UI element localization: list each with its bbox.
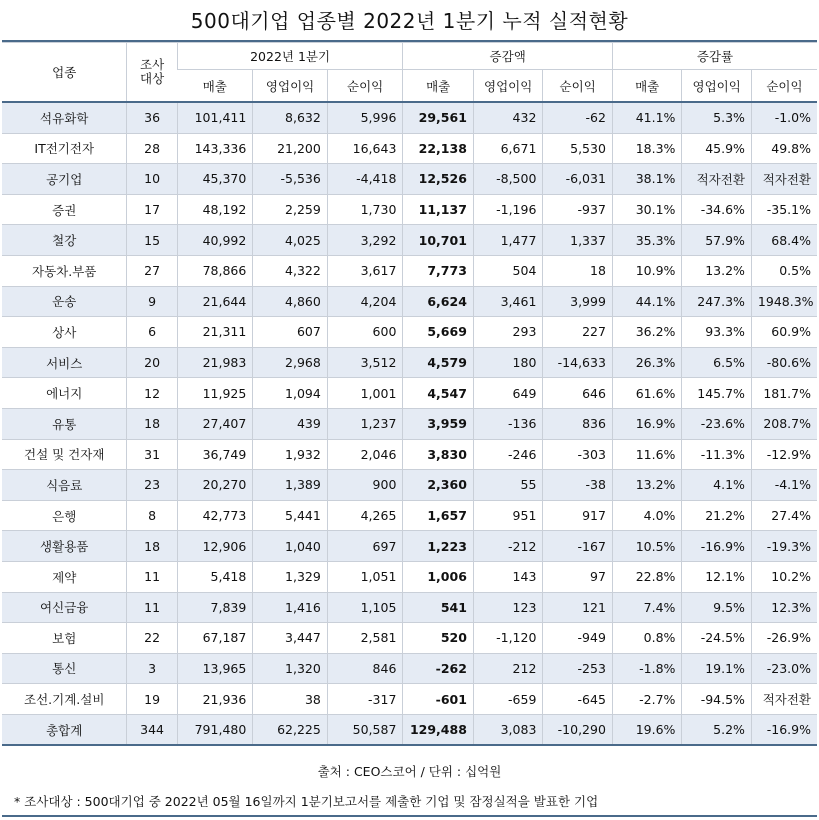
value-cell: -10,290 (543, 714, 613, 745)
value-cell: 16.9% (612, 408, 682, 439)
revenue-change-cell: 3,830 (403, 439, 474, 470)
value-cell: 22.8% (612, 561, 682, 592)
value-cell: 247.3% (682, 286, 752, 317)
value-cell: 646 (543, 378, 613, 409)
industry-cell: 조선.기계.설비 (2, 684, 127, 715)
table-row (2, 286, 817, 317)
value-cell: -94.5% (682, 684, 752, 715)
value-cell: 적자전환 (682, 164, 752, 195)
value-cell: 61.6% (612, 378, 682, 409)
value-cell: 439 (253, 408, 328, 439)
industry-cell: 석유화학 (2, 102, 127, 133)
industry-cell: 식음료 (2, 470, 127, 501)
industry-cell: 통신 (2, 653, 127, 684)
industry-cell: 상사 (2, 317, 127, 348)
table-header (2, 43, 817, 103)
value-cell: 3,461 (473, 286, 543, 317)
value-cell: 1,040 (253, 531, 328, 562)
table-row (2, 531, 817, 562)
value-cell: 19.6% (612, 714, 682, 745)
header-sub-revenue: 매출 (177, 70, 253, 103)
value-cell: 18.3% (612, 133, 682, 164)
value-cell: 1,337 (543, 225, 613, 256)
value-cell: 4,265 (327, 500, 403, 531)
revenue-change-cell: 2,360 (403, 470, 474, 501)
value-cell: -80.6% (751, 347, 817, 378)
revenue-change-cell: -262 (403, 653, 474, 684)
value-cell: 208.7% (751, 408, 817, 439)
industry-cell: IT전기전자 (2, 133, 127, 164)
value-cell: -6,031 (543, 164, 613, 195)
value-cell: 18 (543, 255, 613, 286)
value-cell: 60.9% (751, 317, 817, 348)
count-cell: 12 (127, 378, 177, 409)
value-cell: -12.9% (751, 439, 817, 470)
value-cell: 93.3% (682, 317, 752, 348)
value-cell: 1,329 (253, 561, 328, 592)
value-cell: 212 (473, 653, 543, 684)
value-cell: 5.3% (682, 102, 752, 133)
value-cell: 11,925 (177, 378, 253, 409)
value-cell: 5,530 (543, 133, 613, 164)
value-cell: 181.7% (751, 378, 817, 409)
value-cell: 4,860 (253, 286, 328, 317)
table-row (2, 439, 817, 470)
header-sub-net-profit: 순이익 (327, 70, 403, 103)
value-cell: 10.9% (612, 255, 682, 286)
industry-cell: 은행 (2, 500, 127, 531)
value-cell: 900 (327, 470, 403, 501)
value-cell: 3,083 (473, 714, 543, 745)
value-cell: 121 (543, 592, 613, 623)
header-sub-operating-profit: 영업이익 (473, 70, 543, 103)
table-row (2, 592, 817, 623)
value-cell: 21,311 (177, 317, 253, 348)
value-cell: 21.2% (682, 500, 752, 531)
header-sub-net-profit: 순이익 (543, 70, 613, 103)
value-cell: 3,512 (327, 347, 403, 378)
value-cell: 101,411 (177, 102, 253, 133)
value-cell: -136 (473, 408, 543, 439)
value-cell: 68.4% (751, 225, 817, 256)
value-cell: -659 (473, 684, 543, 715)
value-cell: 0.8% (612, 623, 682, 654)
value-cell: -2.7% (612, 684, 682, 715)
value-cell: 62,225 (253, 714, 328, 745)
value-cell: 8,632 (253, 102, 328, 133)
header-sub-operating-profit: 영업이익 (253, 70, 328, 103)
value-cell: 21,983 (177, 347, 253, 378)
value-cell: -246 (473, 439, 543, 470)
value-cell: 49.8% (751, 133, 817, 164)
industry-cell: 공기업 (2, 164, 127, 195)
revenue-change-cell: 1,657 (403, 500, 474, 531)
value-cell: -62 (543, 102, 613, 133)
revenue-change-cell: 22,138 (403, 133, 474, 164)
count-cell: 19 (127, 684, 177, 715)
industry-cell: 유통 (2, 408, 127, 439)
value-cell: 13,965 (177, 653, 253, 684)
value-cell: 36,749 (177, 439, 253, 470)
table-row (2, 347, 817, 378)
value-cell: 649 (473, 378, 543, 409)
revenue-change-cell: 129,488 (403, 714, 474, 745)
value-cell: 적자전환 (751, 164, 817, 195)
value-cell: -212 (473, 531, 543, 562)
value-cell: 50,587 (327, 714, 403, 745)
industry-cell: 에너지 (2, 378, 127, 409)
value-cell: -16.9% (682, 531, 752, 562)
value-cell: 42,773 (177, 500, 253, 531)
table-row (2, 500, 817, 531)
source-line: 출처 : CEO스코어 / 단위 : 십억원 (317, 764, 502, 779)
value-cell: -4.1% (751, 470, 817, 501)
value-cell: 30.1% (612, 194, 682, 225)
value-cell: 293 (473, 317, 543, 348)
value-cell: 791,480 (177, 714, 253, 745)
value-cell: 2,581 (327, 623, 403, 654)
industry-cell: 생활용품 (2, 531, 127, 562)
revenue-change-cell: 5,669 (403, 317, 474, 348)
table-row (2, 470, 817, 501)
value-cell: 123 (473, 592, 543, 623)
header-group-change-amount: 증감액 (403, 43, 613, 70)
count-cell: 344 (127, 714, 177, 745)
value-cell: 2,259 (253, 194, 328, 225)
revenue-change-cell: 1,006 (403, 561, 474, 592)
table-row (2, 255, 817, 286)
value-cell: 2,046 (327, 439, 403, 470)
value-cell: 9.5% (682, 592, 752, 623)
header-sub-revenue: 매출 (403, 70, 474, 103)
value-cell: -167 (543, 531, 613, 562)
value-cell: 6.5% (682, 347, 752, 378)
value-cell: 45,370 (177, 164, 253, 195)
table-body (2, 102, 817, 745)
value-cell: -23.6% (682, 408, 752, 439)
value-cell: 55 (473, 470, 543, 501)
count-cell: 11 (127, 561, 177, 592)
header-industry: 업종 (2, 43, 127, 103)
industry-cell: 자동차.부품 (2, 255, 127, 286)
value-cell: -1,120 (473, 623, 543, 654)
industry-cell: 보험 (2, 623, 127, 654)
value-cell: 1948.3% (751, 286, 817, 317)
table-row (2, 561, 817, 592)
value-cell: 20,270 (177, 470, 253, 501)
value-cell: 1,730 (327, 194, 403, 225)
value-cell: 504 (473, 255, 543, 286)
count-cell: 3 (127, 653, 177, 684)
table-row (2, 164, 817, 195)
value-cell: 97 (543, 561, 613, 592)
page-title: 500대기업 업종별 2022년 1분기 누적 실적현황 (190, 9, 629, 33)
value-cell: -14,633 (543, 347, 613, 378)
value-cell: 45.9% (682, 133, 752, 164)
value-cell: 13.2% (682, 255, 752, 286)
count-cell: 31 (127, 439, 177, 470)
value-cell: 4.1% (682, 470, 752, 501)
value-cell: 26.3% (612, 347, 682, 378)
revenue-change-cell: 29,561 (403, 102, 474, 133)
value-cell: 1,477 (473, 225, 543, 256)
value-cell: 40,992 (177, 225, 253, 256)
value-cell: 1,051 (327, 561, 403, 592)
value-cell: 12,906 (177, 531, 253, 562)
header-group-2022q1: 2022년 1분기 (177, 43, 403, 70)
value-cell: -19.3% (751, 531, 817, 562)
value-cell: 38.1% (612, 164, 682, 195)
revenue-change-cell: 11,137 (403, 194, 474, 225)
revenue-change-cell: 12,526 (403, 164, 474, 195)
value-cell: 917 (543, 500, 613, 531)
value-cell: 180 (473, 347, 543, 378)
value-cell: -645 (543, 684, 613, 715)
value-cell: 13.2% (612, 470, 682, 501)
value-cell: 4,204 (327, 286, 403, 317)
value-cell: -16.9% (751, 714, 817, 745)
value-cell: 48,192 (177, 194, 253, 225)
value-cell: -949 (543, 623, 613, 654)
value-cell: 21,200 (253, 133, 328, 164)
value-cell: -1.8% (612, 653, 682, 684)
count-cell: 18 (127, 531, 177, 562)
count-cell: 22 (127, 623, 177, 654)
count-cell: 8 (127, 500, 177, 531)
revenue-change-cell: 541 (403, 592, 474, 623)
count-cell: 23 (127, 470, 177, 501)
header-count: 조사 대상 (127, 43, 177, 103)
value-cell: 1,932 (253, 439, 328, 470)
value-cell: -8,500 (473, 164, 543, 195)
value-cell: 4.0% (612, 500, 682, 531)
count-cell: 15 (127, 225, 177, 256)
table-row (2, 102, 817, 133)
value-cell: -23.0% (751, 653, 817, 684)
value-cell: 846 (327, 653, 403, 684)
header-group-change-rate: 증감률 (612, 43, 817, 70)
industry-cell: 철강 (2, 225, 127, 256)
value-cell: 5,441 (253, 500, 328, 531)
industry-cell: 여신금융 (2, 592, 127, 623)
value-cell: 10.5% (612, 531, 682, 562)
value-cell: 143 (473, 561, 543, 592)
count-cell: 10 (127, 164, 177, 195)
value-cell: 5,996 (327, 102, 403, 133)
value-cell: 21,644 (177, 286, 253, 317)
value-cell: 951 (473, 500, 543, 531)
revenue-change-cell: 1,223 (403, 531, 474, 562)
value-cell: 2,968 (253, 347, 328, 378)
value-cell: 35.3% (612, 225, 682, 256)
value-cell: 38 (253, 684, 328, 715)
value-cell: -253 (543, 653, 613, 684)
count-cell: 6 (127, 317, 177, 348)
value-cell: 607 (253, 317, 328, 348)
value-cell: 1,416 (253, 592, 328, 623)
value-cell: 4,025 (253, 225, 328, 256)
value-cell: -35.1% (751, 194, 817, 225)
table-row (2, 378, 817, 409)
value-cell: 27.4% (751, 500, 817, 531)
industry-cell: 제약 (2, 561, 127, 592)
count-cell: 28 (127, 133, 177, 164)
count-cell: 17 (127, 194, 177, 225)
value-cell: 0.5% (751, 255, 817, 286)
count-cell: 27 (127, 255, 177, 286)
value-cell: 432 (473, 102, 543, 133)
industry-cell: 운송 (2, 286, 127, 317)
revenue-change-cell: 3,959 (403, 408, 474, 439)
value-cell: 21,936 (177, 684, 253, 715)
value-cell: 1,237 (327, 408, 403, 439)
value-cell: 3,447 (253, 623, 328, 654)
table-row (2, 194, 817, 225)
count-cell: 9 (127, 286, 177, 317)
value-cell: 57.9% (682, 225, 752, 256)
value-cell: -4,418 (327, 164, 403, 195)
revenue-change-cell: -601 (403, 684, 474, 715)
results-table (2, 42, 817, 746)
industry-cell: 건설 및 건자재 (2, 439, 127, 470)
table-row (2, 408, 817, 439)
value-cell: 19.1% (682, 653, 752, 684)
value-cell: 227 (543, 317, 613, 348)
count-cell: 18 (127, 408, 177, 439)
revenue-change-cell: 4,547 (403, 378, 474, 409)
total-row (2, 714, 817, 745)
count-cell: 20 (127, 347, 177, 378)
value-cell: 1,001 (327, 378, 403, 409)
value-cell: 44.1% (612, 286, 682, 317)
value-cell: 6,671 (473, 133, 543, 164)
industry-cell: 증권 (2, 194, 127, 225)
value-cell: 3,999 (543, 286, 613, 317)
revenue-change-cell: 6,624 (403, 286, 474, 317)
header-sub-operating-profit: 영업이익 (682, 70, 752, 103)
value-cell: 1,105 (327, 592, 403, 623)
value-cell: 11.6% (612, 439, 682, 470)
value-cell: -1,196 (473, 194, 543, 225)
count-cell: 11 (127, 592, 177, 623)
table-row (2, 653, 817, 684)
value-cell: 16,643 (327, 133, 403, 164)
value-cell: -303 (543, 439, 613, 470)
header-sub-net-profit: 순이익 (751, 70, 817, 103)
value-cell: 5,418 (177, 561, 253, 592)
value-cell: -5,536 (253, 164, 328, 195)
industry-cell: 서비스 (2, 347, 127, 378)
value-cell: 7,839 (177, 592, 253, 623)
value-cell: 10.2% (751, 561, 817, 592)
table-row (2, 684, 817, 715)
value-cell: -38 (543, 470, 613, 501)
value-cell: 적자전환 (751, 684, 817, 715)
value-cell: -317 (327, 684, 403, 715)
value-cell: 12.1% (682, 561, 752, 592)
revenue-change-cell: 520 (403, 623, 474, 654)
value-cell: 5.2% (682, 714, 752, 745)
value-cell: 836 (543, 408, 613, 439)
bottom-rule (2, 815, 817, 817)
count-cell: 36 (127, 102, 177, 133)
revenue-change-cell: 4,579 (403, 347, 474, 378)
value-cell: 3,292 (327, 225, 403, 256)
value-cell: 78,866 (177, 255, 253, 286)
revenue-change-cell: 10,701 (403, 225, 474, 256)
value-cell: 1,094 (253, 378, 328, 409)
header-sub-revenue: 매출 (612, 70, 682, 103)
value-cell: 1,389 (253, 470, 328, 501)
value-cell: 12.3% (751, 592, 817, 623)
table-row (2, 623, 817, 654)
value-cell: 41.1% (612, 102, 682, 133)
value-cell: -937 (543, 194, 613, 225)
value-cell: 4,322 (253, 255, 328, 286)
value-cell: -11.3% (682, 439, 752, 470)
value-cell: 36.2% (612, 317, 682, 348)
value-cell: -34.6% (682, 194, 752, 225)
revenue-change-cell: 7,773 (403, 255, 474, 286)
table-row (2, 133, 817, 164)
table-row (2, 225, 817, 256)
value-cell: 7.4% (612, 592, 682, 623)
value-cell: 1,320 (253, 653, 328, 684)
industry-cell: 총합계 (2, 714, 127, 745)
value-cell: 143,336 (177, 133, 253, 164)
footnote: * 조사대상 : 500대기업 중 2022년 05월 16일까지 1분기보고서를 제출한 기업 및 잠정실적을 발표한 기업 (14, 794, 599, 809)
value-cell: 3,617 (327, 255, 403, 286)
value-cell: -26.9% (751, 623, 817, 654)
value-cell: 697 (327, 531, 403, 562)
value-cell: 67,187 (177, 623, 253, 654)
value-cell: 145.7% (682, 378, 752, 409)
value-cell: 600 (327, 317, 403, 348)
value-cell: 27,407 (177, 408, 253, 439)
value-cell: -1.0% (751, 102, 817, 133)
table-row (2, 317, 817, 348)
value-cell: -24.5% (682, 623, 752, 654)
